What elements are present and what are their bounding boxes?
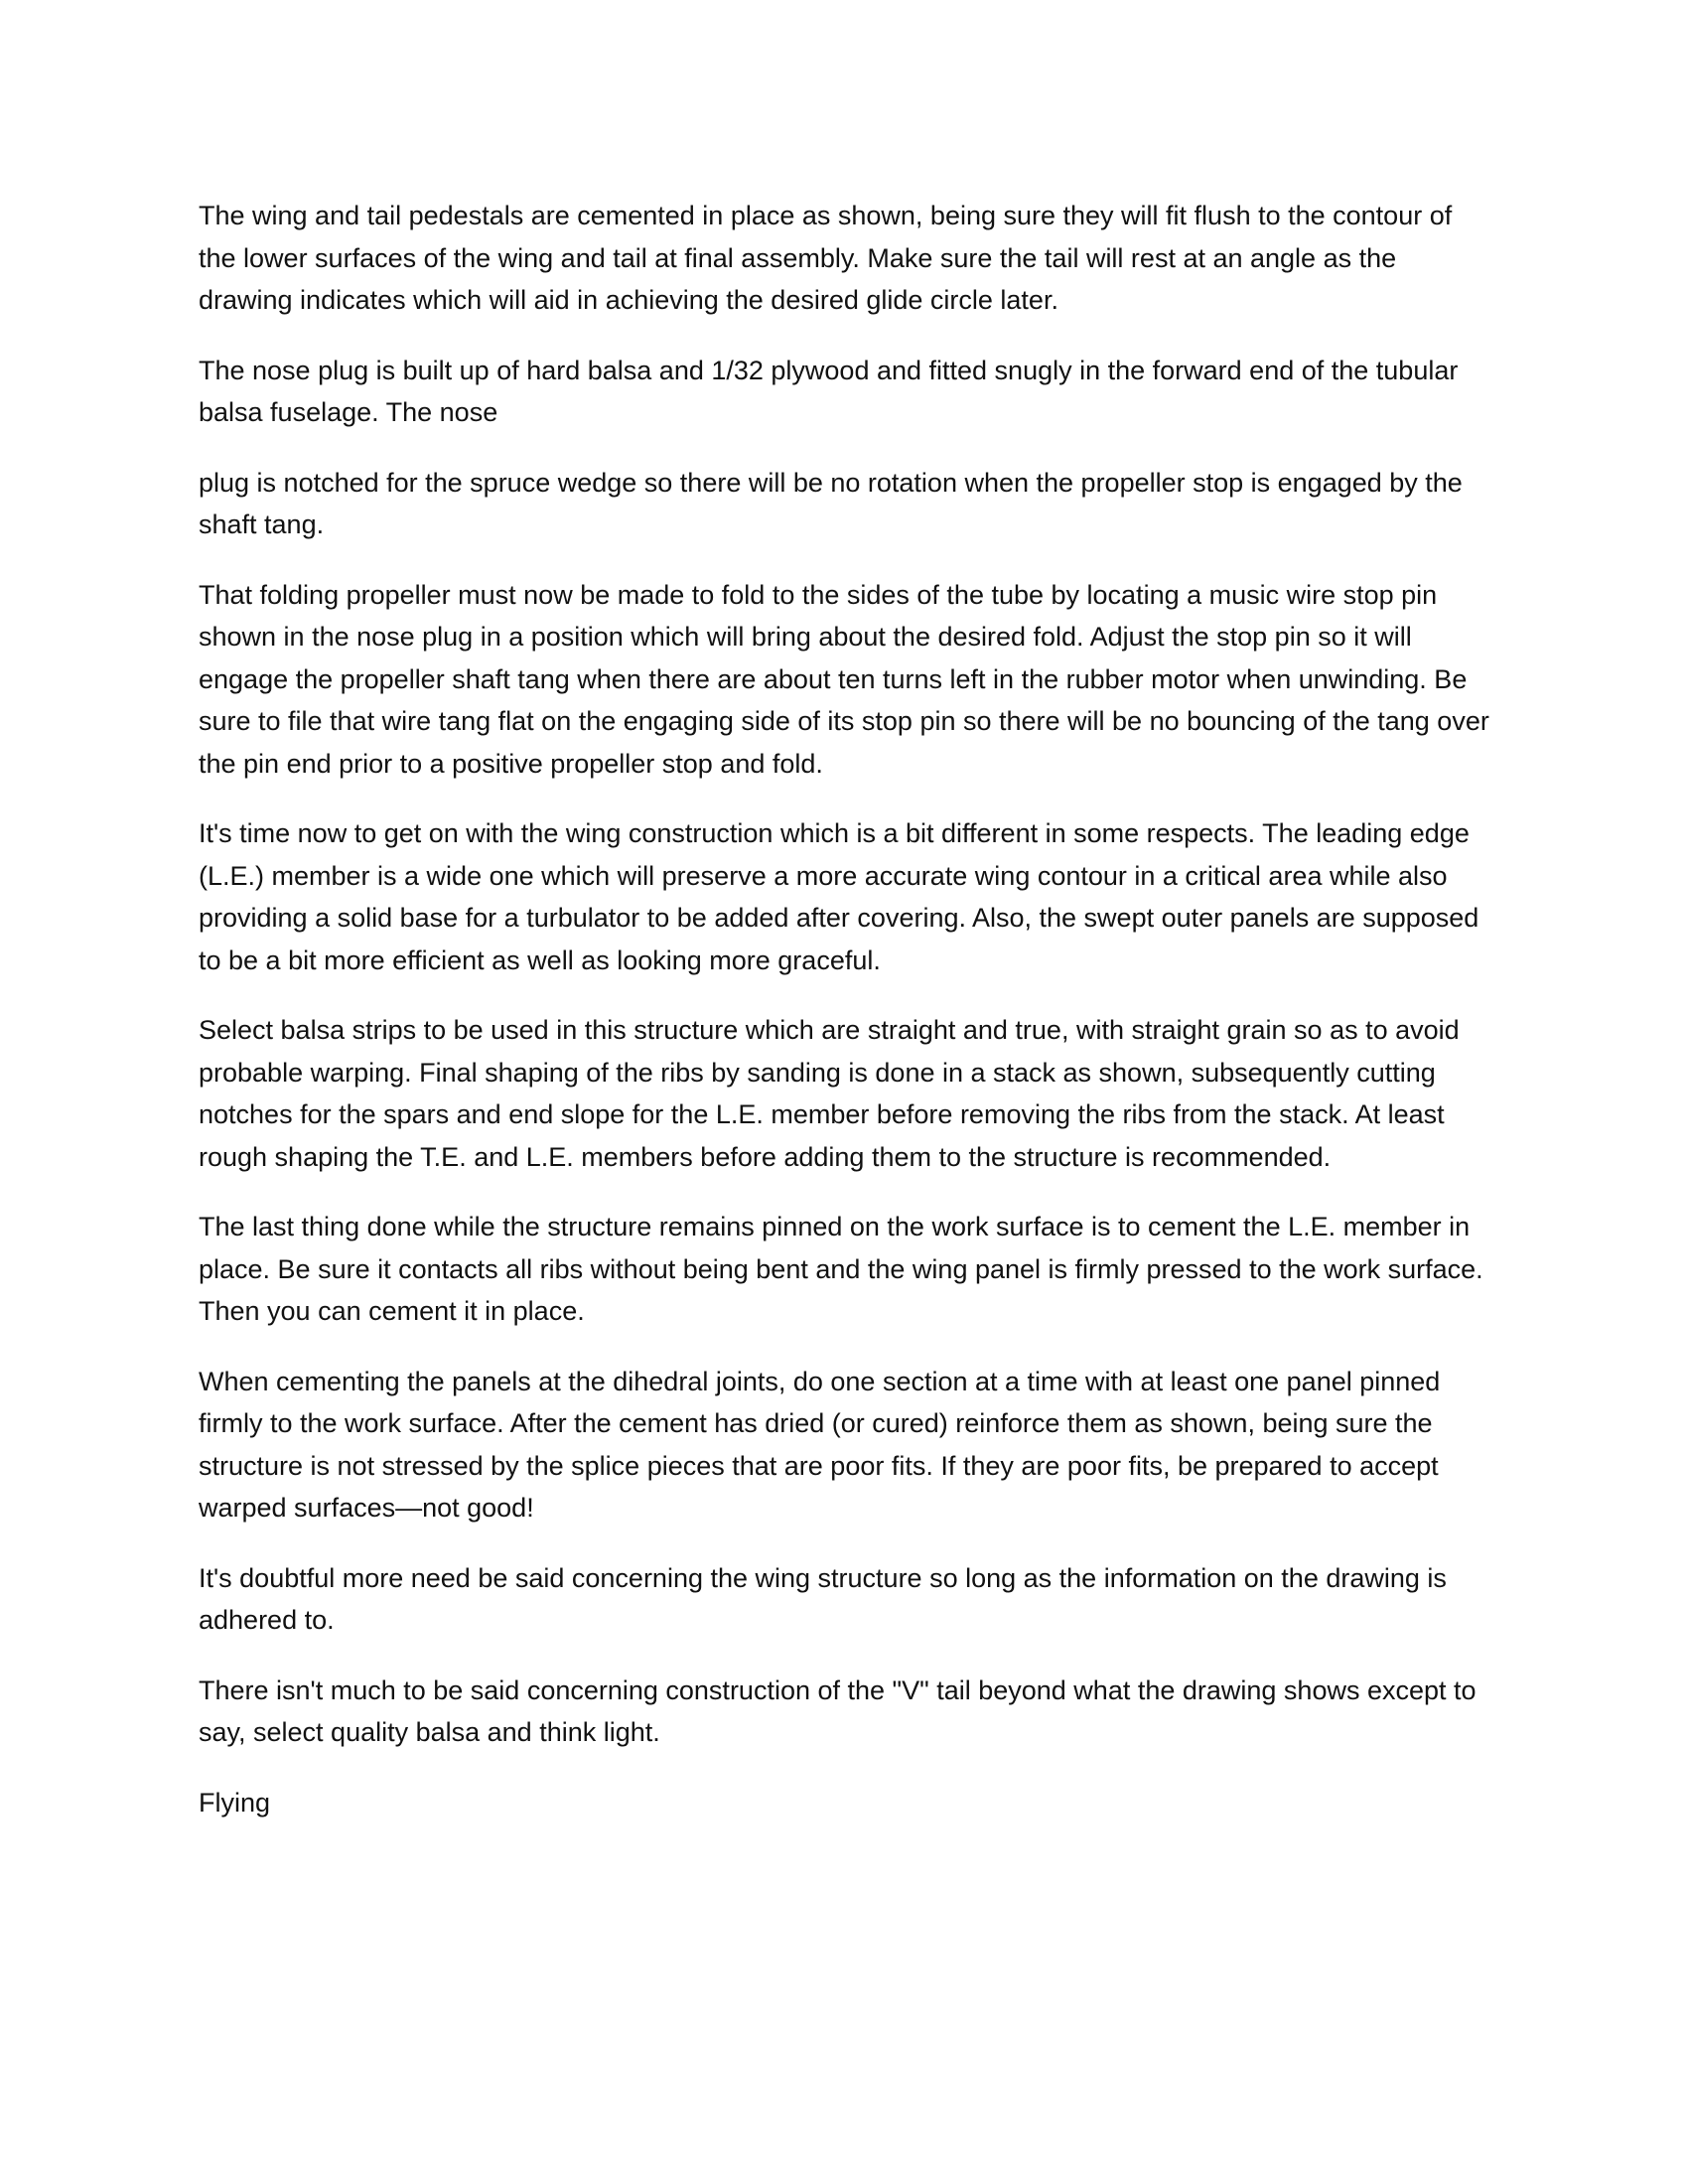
section-heading-flying: Flying [199,1787,271,1818]
paragraph-wing-structure: It's doubtful more need be said concerning the wing structure so long as the information on the drawing is adhered to. [199,1562,1447,1635]
paragraph-wing-construction: It's time now to get on with the wing construction which is a bit different in some respects. The leading edge (L.E.) member is a wide one which will preserve a more accurate wing contour in a critical area while also providing a solid base for a turbulator to be added after covering. Also, the swept outer panels are supposed to be a bit more efficient as well as looking more graceful. [199,818,1479,975]
paragraph-balsa-strips: Select balsa strips to be used in this structure which are straight and true, with straight grain so as to avoid probable warping. Final shaping of the ribs by sanding is done in a stack as shown, subsequently cutting notches for the spars and end slope for the L.E. member before removing the ribs from the stack. At least rough shaping the T.E. and L.E. members before adding them to the structure is recommended. [199,1015,1460,1172]
paragraph-nose-plug: The nose plug is built up of hard balsa and 1/32 plywood and fitted snugly in the forward end of the tubular balsa fuselage. The nose [199,355,1459,427]
paragraph-dihedral-joints: When cementing the panels at the dihedral joints, do one section at a time with at least one panel pinned firmly to the work surface. After the cement has dried (or cured) reinforce them as shown, being sure the structure is not stressed by the splice pieces that are poor fits. If they are poor fits, be prepared to accept warped surfaces—not good! [199,1366,1441,1523]
paragraph-folding-propeller: That folding propeller must now be made to fold to the sides of the tube by locating a music wire stop pin shown in the nose plug in a position which will bring about the desired fold. Adjust the stop pin so it will engage the propeller shaft tang when there are about ten turns left in the rubber motor when unwinding. Be sure to file that wire tang flat on the engaging side of its stop pin so there will be no bouncing of the tang over the pin end prior to a positive propeller stop and fold. [199,579,1489,779]
paragraph-nose-plug-continued: plug is notched for the spruce wedge so there will be no rotation when the propeller stop is engaged by the shaft tang. [199,467,1463,539]
document-body [199,195,1489,1851]
paragraph-le-member: The last thing done while the structure remains pinned on the work surface is to cement the L.E. member in place. Be sure it contacts all ribs without being bent and the wing panel is firmly pressed to the work surface. Then you can cement it in place. [199,1212,1483,1326]
paragraph-v-tail: There isn't much to be said concerning construction of the "V" tail beyond what the drawing shows except to say, select quality balsa and think light. [199,1674,1477,1747]
paragraph-wing-tail-pedestals: The wing and tail pedestals are cemented in place as shown, being sure they will fit flush to the contour of the lower surfaces of the wing and tail at final assembly. Make sure the tail will rest at an angle as the drawing indicates which will aid in achieving the desired glide circle later. [199,201,1453,315]
